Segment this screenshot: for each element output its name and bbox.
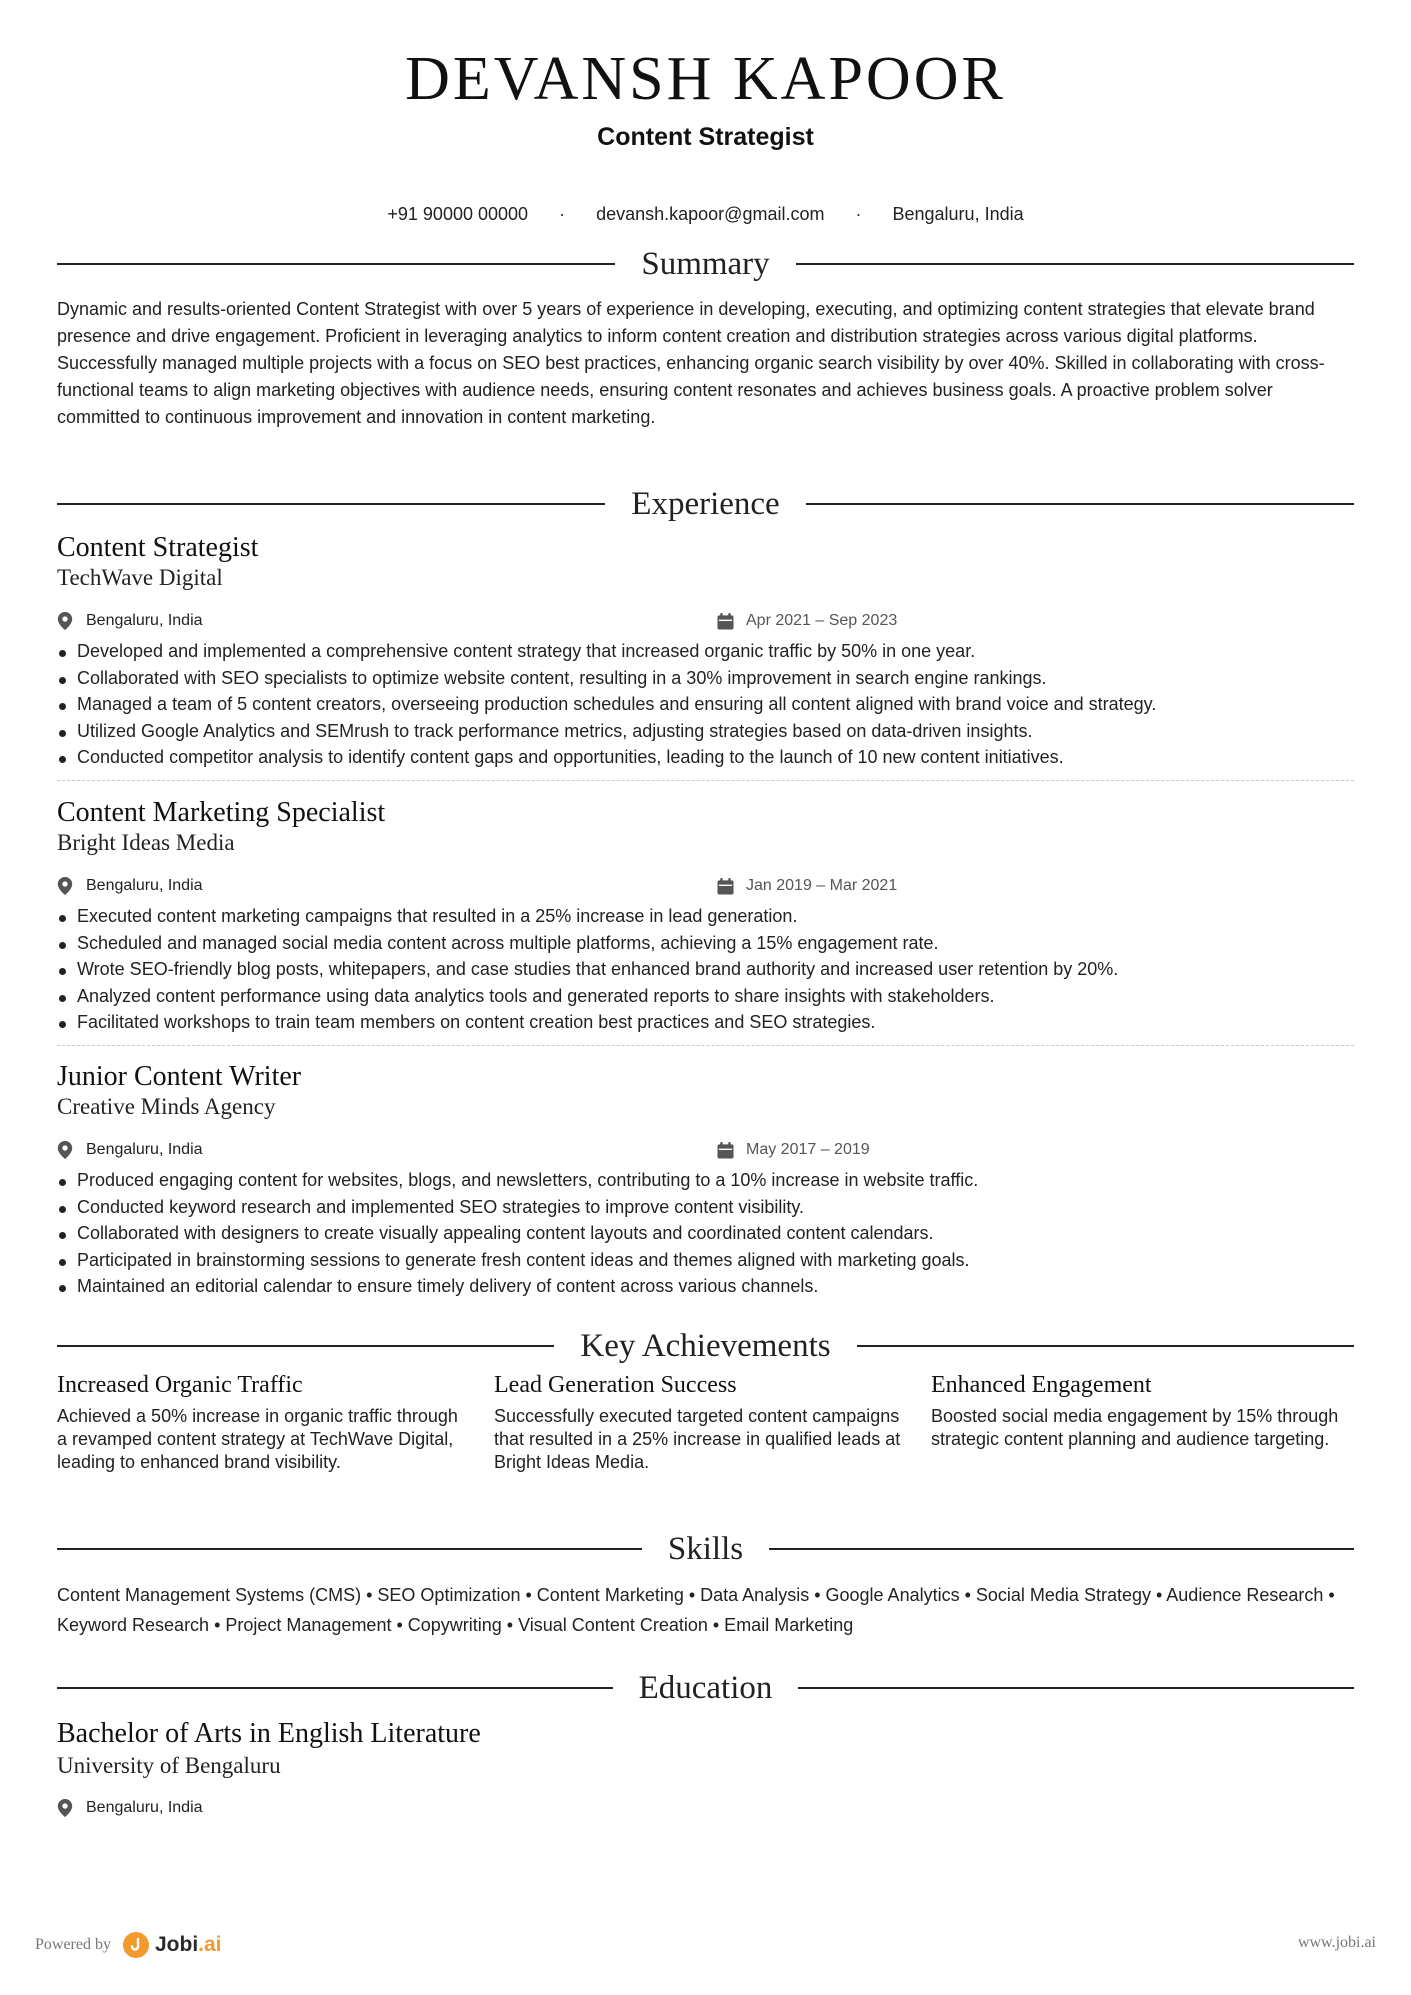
job-dates-text: May 2017 – 2019 — [746, 1141, 870, 1158]
job-meta — [57, 1137, 1354, 1163]
list-item: Participated in brainstorming sessions to generate fresh content ideas and themes aligned with marketing goals. — [57, 1247, 1354, 1274]
achievements-heading — [57, 1324, 1354, 1368]
achievement-title: Lead Generation Success — [494, 1372, 737, 1398]
jobi-logo-icon — [123, 1932, 149, 1958]
list-item: Executed content marketing campaigns that resulted in a 25% increase in lead generation. — [57, 903, 1354, 930]
achievement-text: Achieved a 50% increase in organic traffic through a revamped content strategy at TechWave Digital, leading to enhanced brand visibility. — [57, 1406, 458, 1472]
email-address[interactable]: devansh.kapoor@gmail.com — [596, 204, 825, 224]
heading-rule — [57, 503, 605, 505]
powered-by-label: Powered by — [35, 1936, 111, 1953]
calendar-icon — [717, 878, 734, 895]
job-dates-text: Jan 2019 – Mar 2021 — [746, 877, 898, 894]
job-location-text: Bengaluru, India — [86, 1141, 203, 1158]
calendar-icon — [717, 1142, 734, 1159]
entry-divider — [57, 780, 1354, 781]
list-item: Scheduled and managed social media content across multiple platforms, achieving a 15% engagement rate. — [57, 930, 1354, 957]
job-meta — [57, 873, 1354, 899]
contact-separator: · — [559, 204, 566, 224]
list-item: Conducted competitor analysis to identify content gaps and opportunities, leading to the launch of 10 new content initiatives. — [57, 744, 1354, 771]
summary-heading — [57, 242, 1354, 286]
heading-rule — [57, 1548, 642, 1550]
job-location-text: Bengaluru, India — [86, 877, 203, 894]
phone-number: +91 90000 00000 — [387, 204, 529, 224]
job-meta — [57, 608, 1354, 634]
school-name: University of Bengaluru — [57, 1753, 281, 1778]
education-heading-title: Education — [638, 1670, 773, 1706]
summary-text: Dynamic and results-oriented Content Strategist with over 5 years of experience in developing, executing, and optimizing content strategies that elevate brand presence and drive engagement. Proficient in leveraging analytics to inform content creation and distribution strategies across various digital platforms. Successfully managed multiple projects with a focus on SEO best practices, enhancing organic search visibility by over 40%. Skilled in collaborating with cross-functional teams to align marketing objectives with audience needs, ensuring content resonates and achieves business goals. A proactive problem solver committed to continuous improvement and innovation in content marketing. — [57, 299, 1325, 427]
achievement-text: Boosted social media engagement by 15% through strategic content planning and audience targeting. — [931, 1406, 1339, 1449]
achievement-title: Increased Organic Traffic — [57, 1372, 303, 1398]
summary-heading-title: Summary — [641, 246, 770, 282]
job-title: Content Marketing Specialist — [57, 797, 386, 828]
jobi-brand — [155, 1933, 222, 1957]
list-item: Facilitated workshops to train team members on content creation best practices and SEO strategies. — [57, 1009, 1354, 1036]
list-item: Produced engaging content for websites, blogs, and newsletters, contributing to a 10% increase in website traffic. — [57, 1167, 1354, 1194]
achievement-title: Enhanced Engagement — [931, 1372, 1152, 1398]
candidate-role: Content Strategist — [597, 123, 814, 151]
website-link[interactable]: www.jobi.ai — [1297, 1934, 1376, 1951]
heading-rule — [57, 1687, 613, 1689]
heading-rule — [796, 263, 1354, 265]
education-location-text: Bengaluru, India — [86, 1799, 203, 1816]
job-dates-text: Apr 2021 – Sep 2023 — [746, 612, 898, 629]
education-location — [57, 1795, 203, 1821]
job-dates — [717, 1137, 870, 1163]
experience-entry — [57, 1061, 1354, 1300]
job-location — [57, 608, 203, 634]
job-location-text: Bengaluru, India — [86, 612, 203, 629]
heading-rule — [57, 1345, 554, 1347]
job-location — [57, 873, 203, 899]
list-item: Wrote SEO-friendly blog posts, whitepapers, and case studies that enhanced brand authority and increased user retention by 20%. — [57, 956, 1354, 983]
achievements-heading-title: Key Achievements — [580, 1328, 831, 1364]
entry-divider — [57, 1045, 1354, 1046]
powered-by[interactable] — [35, 1929, 222, 1961]
list-item: Maintained an editorial calendar to ensure timely delivery of content across various channels. — [57, 1273, 1354, 1300]
heading-rule — [769, 1548, 1354, 1550]
map-pin-icon — [57, 1141, 73, 1159]
skills-heading-title: Skills — [667, 1531, 744, 1567]
heading-rule — [857, 1345, 1354, 1347]
company-name: Creative Minds Agency — [57, 1094, 276, 1119]
skills-heading — [57, 1527, 1354, 1571]
education-meta — [57, 1795, 1354, 1821]
experience-entry — [57, 532, 1354, 771]
calendar-icon — [717, 613, 734, 630]
heading-rule — [57, 263, 615, 265]
jobi-brand-suffix: .ai — [198, 1933, 222, 1956]
map-pin-icon — [57, 1799, 73, 1817]
list-item: Conducted keyword research and implemented SEO strategies to improve content visibility. — [57, 1194, 1354, 1221]
degree-title: Bachelor of Arts in English Literature — [57, 1718, 481, 1749]
list-item: Utilized Google Analytics and SEMrush to track performance metrics, adjusting strategies based on data-driven insights. — [57, 718, 1354, 745]
list-item: Collaborated with SEO specialists to optimize website content, resulting in a 30% improvement in search engine rankings. — [57, 665, 1354, 692]
experience-heading — [57, 482, 1354, 526]
experience-heading-title: Experience — [631, 486, 780, 522]
company-name: Bright Ideas Media — [57, 830, 235, 855]
heading-rule — [798, 1687, 1354, 1689]
map-pin-icon — [57, 612, 73, 630]
skills-list: Content Management Systems (CMS) • SEO Optimization • Content Marketing • Data Analysis • Google Analytics • Social Media Strategy • Audience Research • Keyword Research • Project Management • Copywriting • Visual Content Creation • Email Marketing — [57, 1585, 1335, 1635]
education-entry — [57, 1717, 1354, 1821]
company-name: TechWave Digital — [57, 565, 223, 590]
list-item: Developed and implemented a comprehensive content strategy that increased organic traffic by 50% in one year. — [57, 638, 1354, 665]
contact-separator: · — [855, 204, 862, 224]
job-dates — [717, 608, 897, 634]
achievement-card — [931, 1370, 1343, 1451]
job-bullets — [57, 903, 1354, 1036]
job-location — [57, 1137, 203, 1163]
candidate-name: DEVANSH KAPOOR — [405, 45, 1006, 113]
list-item: Managed a team of 5 content creators, overseeing production schedules and ensuring all content aligned with brand voice and strategy. — [57, 691, 1354, 718]
achievement-card — [494, 1370, 906, 1474]
jobi-brand-main: Jobi — [154, 1933, 199, 1956]
education-heading — [57, 1666, 1354, 1710]
heading-rule — [806, 503, 1354, 505]
job-bullets — [57, 638, 1354, 771]
job-bullets — [57, 1167, 1354, 1300]
job-title: Content Strategist — [57, 532, 259, 563]
contact-line — [57, 202, 1354, 226]
achievement-text: Successfully executed targeted content campaigns that resulted in a 25% increase in qualified leads at Bright Ideas Media. — [494, 1406, 901, 1472]
list-item: Analyzed content performance using data analytics tools and generated reports to share insights with stakeholders. — [57, 983, 1354, 1010]
achievement-card — [57, 1370, 469, 1474]
job-title: Junior Content Writer — [57, 1061, 302, 1092]
map-pin-icon — [57, 877, 73, 895]
home-location: Bengaluru, India — [892, 204, 1024, 224]
job-dates — [717, 873, 897, 899]
list-item: Collaborated with designers to create visually appealing content layouts and coordinated content calendars. — [57, 1220, 1354, 1247]
experience-entry — [57, 797, 1354, 1036]
